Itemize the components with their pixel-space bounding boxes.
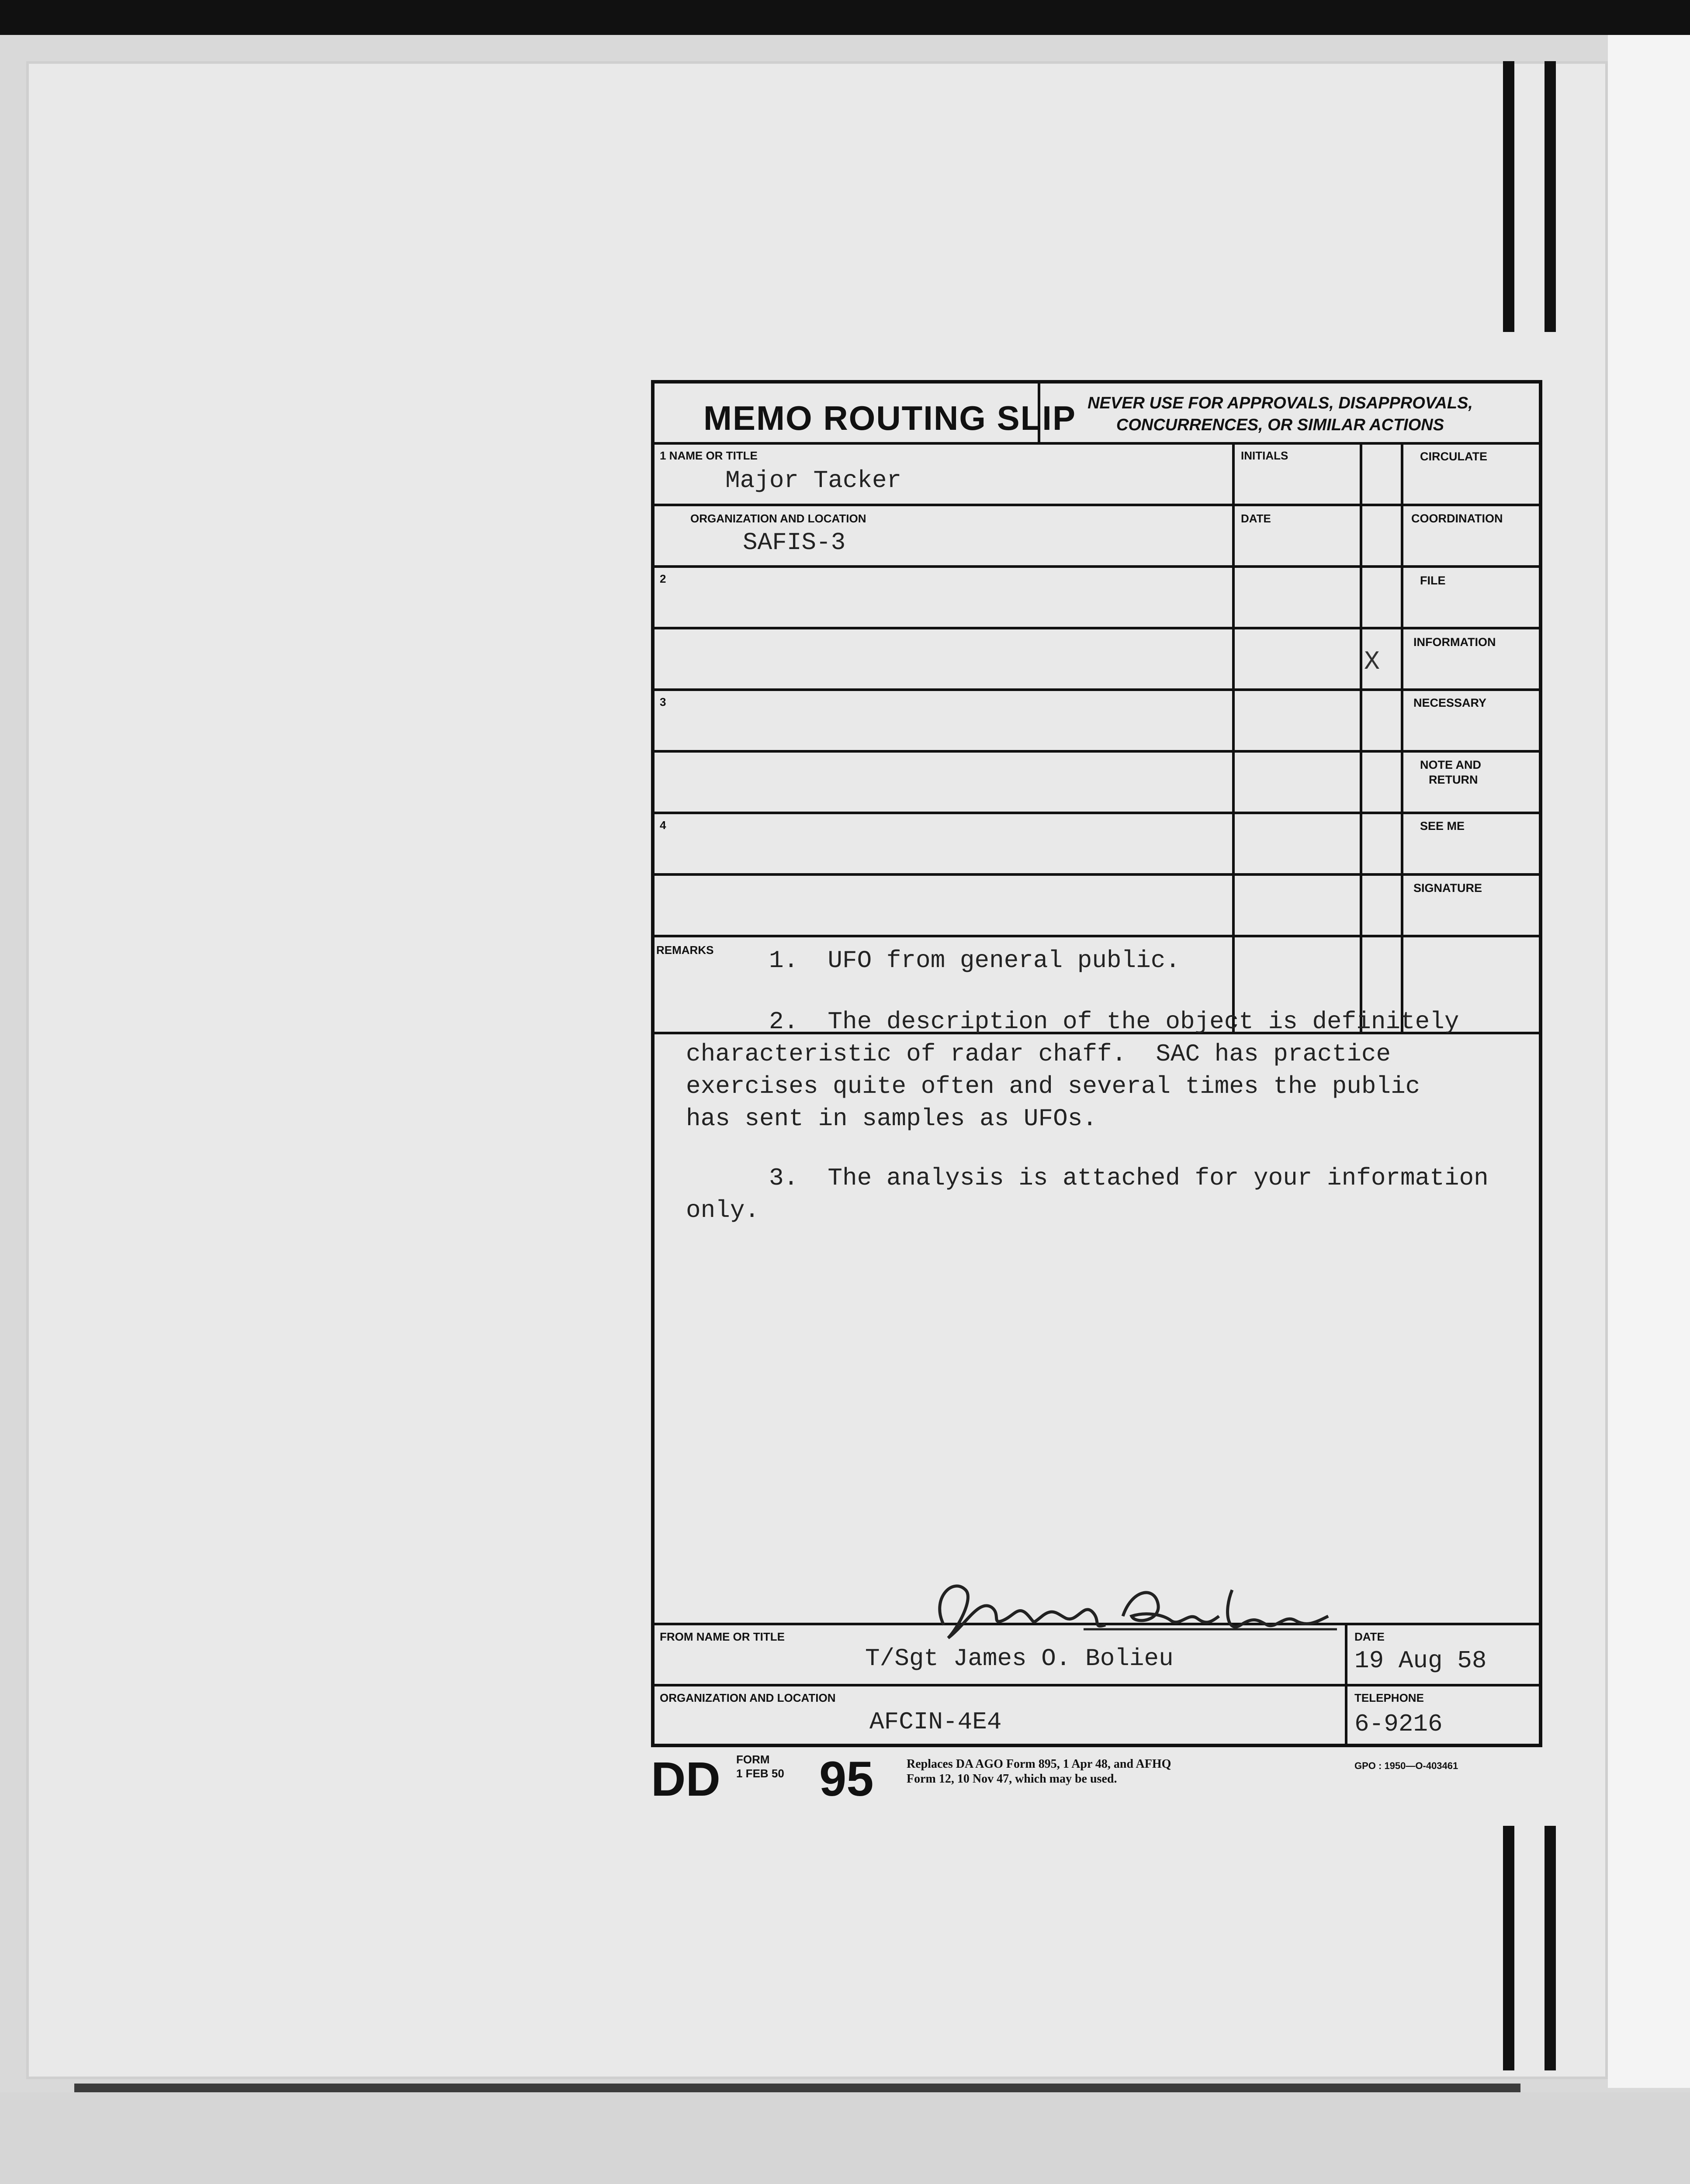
divider [651,873,1542,876]
scan-bar-bottom-right-2 [1545,1826,1556,2070]
divider [1360,442,1362,1032]
gpo-print-code: GPO : 1950—O-403461 [1354,1760,1458,1771]
form-label-line-1: FORM [736,1753,770,1766]
form-replaces-note [907,1757,1171,1787]
remarks-paragraph-2-line-4: has sent in samples as UFOs. [686,1105,1097,1133]
row-3-label: 3 [660,695,666,708]
usage-warning-line-1: NEVER USE FOR APPROVALS, DISAPPROVALS, [1087,394,1473,412]
information-check-mark: X [1364,647,1380,677]
divider [651,750,1542,753]
remarks-paragraph-3-line-2: only. [686,1196,760,1224]
from-name-label: FROM NAME OR TITLE [660,1630,785,1643]
recipient-organization: SAFIS-3 [743,529,846,556]
from-date-label: DATE [1354,1630,1385,1643]
divider [651,627,1542,629]
divider [1232,442,1235,1032]
scan-top-border [0,0,1690,35]
form-number: 95 [819,1752,874,1806]
org-location-label: ORGANIZATION AND LOCATION [690,512,866,525]
remarks-paragraph-2-line-3: exercises quite often and several times the public [686,1072,1420,1100]
divider [651,565,1542,568]
name-or-title-label: 1 NAME OR TITLE [660,449,758,462]
divider [651,442,1542,445]
telephone-label: TELEPHONE [1354,1691,1424,1704]
form-title: MEMO ROUTING SLIP [703,399,1076,437]
remarks-paragraph-2-line-1: 2. The description of the object is definitely [769,1008,1459,1036]
remarks-label: REMARKS [656,943,714,957]
form-replaces-line-2: Form 12, 10 Nov 47, which may be used. [907,1772,1117,1786]
divider [651,1684,1542,1686]
remarks-paragraph-1: 1. UFO from general public. [769,947,1180,975]
scan-bar-top-right [1503,61,1514,332]
action-signature: SIGNATURE [1413,881,1482,895]
divider [651,688,1542,691]
scan-bar-top-right-2 [1545,61,1556,332]
usage-warning [1044,392,1516,436]
remarks-paragraph-3-line-1: 3. The analysis is attached for your information [769,1164,1489,1192]
usage-warning-line-2: CONCURRENCES, OR SIMILAR ACTIONS [1116,416,1444,434]
row-4-label: 4 [660,819,666,832]
action-circulate: CIRCULATE [1420,450,1487,463]
row-2-label: 2 [660,572,666,585]
scan-right-strip [1608,35,1690,2088]
initials-label: INITIALS [1241,449,1288,462]
from-name: T/Sgt James O. Bolieu [865,1645,1174,1673]
recipient-name: Major Tacker [725,467,902,494]
handwritten-signature [926,1572,1341,1647]
action-necessary: NECESSARY [1413,696,1487,709]
remarks-paragraph-2-line-2: characteristic of radar chaff. SAC has practice [686,1040,1391,1068]
from-org-label: ORGANIZATION AND LOCATION [660,1691,836,1704]
form-label [736,1752,784,1780]
scan-bar-bottom-right [1503,1826,1514,2070]
action-information: INFORMATION [1413,636,1496,649]
from-organization: AFCIN-4E4 [869,1708,1002,1736]
divider [1401,442,1403,1032]
action-note-and-return-1: NOTE AND [1420,758,1481,771]
action-file: FILE [1420,574,1446,587]
action-see-me: SEE ME [1420,819,1465,833]
action-note-and-return-2: RETURN [1429,773,1478,786]
telephone-number: 6-9216 [1354,1710,1443,1738]
date-label: DATE [1241,512,1271,525]
memo-routing-slip [651,380,1542,1747]
divider [1345,1623,1347,1747]
divider [651,935,1542,937]
action-coordination: COORDINATION [1411,512,1503,525]
scan-lower-area [0,2092,1690,2184]
divider [651,812,1542,814]
form-dd-mark: DD [651,1752,720,1806]
divider [651,504,1542,506]
form-replaces-line-1: Replaces DA AGO Form 895, 1 Apr 48, and AFHQ [907,1757,1171,1771]
from-date: 19 Aug 58 [1354,1647,1487,1675]
form-label-line-2: 1 FEB 50 [736,1767,784,1780]
